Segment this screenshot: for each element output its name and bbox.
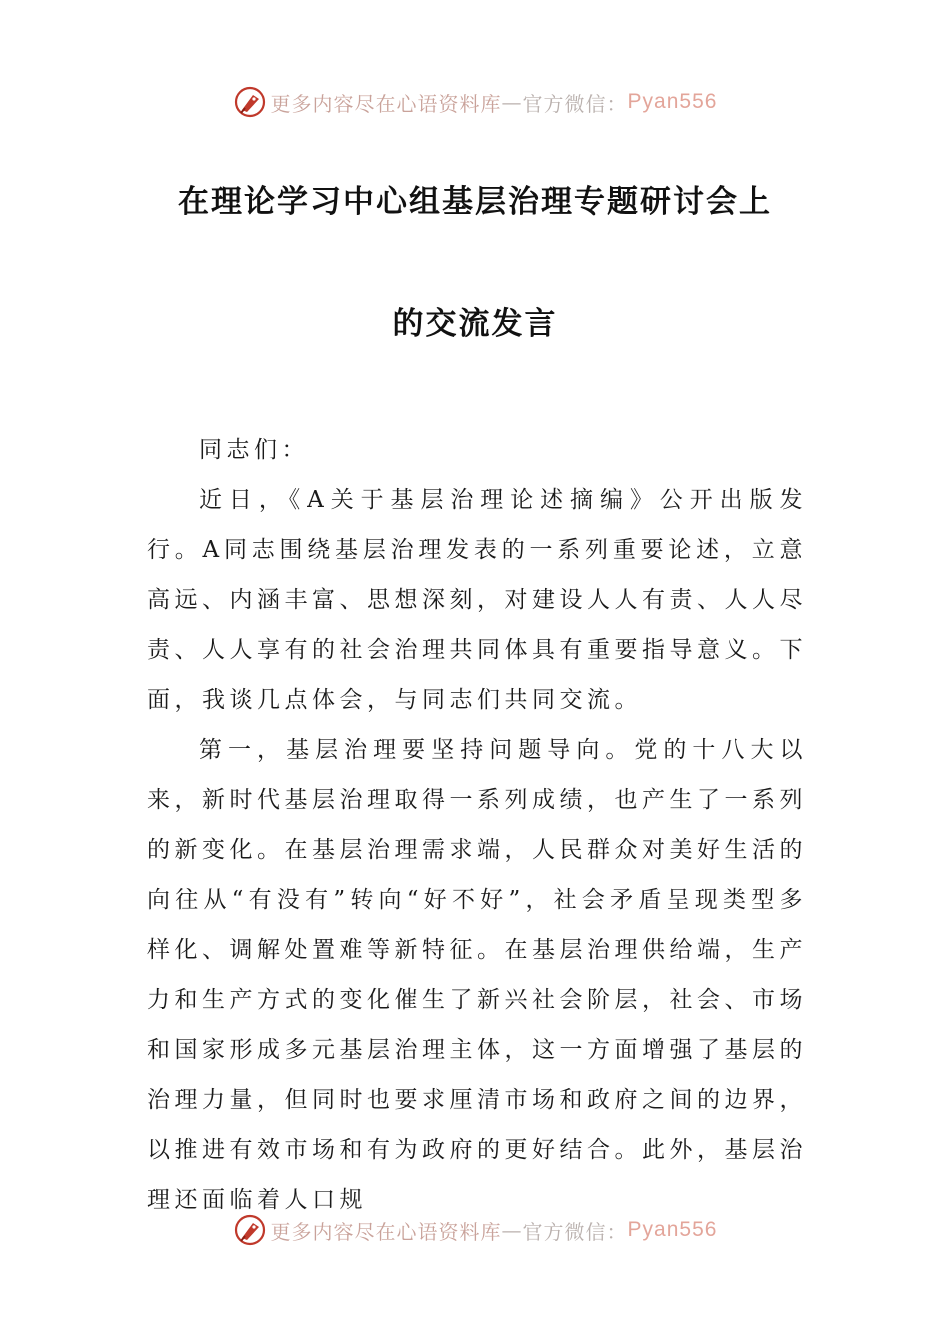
watermark-wechat-id: Pyan556	[627, 1218, 718, 1241]
watermark-dash: —	[501, 1218, 523, 1242]
watermark-wechat-label: 官方微信：	[522, 91, 628, 116]
salutation-paragraph: 同志们：	[199, 437, 309, 463]
document-title-line-2: 的交流发言	[392, 306, 558, 342]
pen-nib-circle-icon	[233, 1213, 267, 1247]
document-body	[147, 425, 807, 1225]
body-paragraph: 第一，基层治理要坚持问题导向。党的十八大以来，新时代基层治理取得一系列成绩，也产生了一系列的新变化。在基层治理需求端，人民群众对美好生活的向往从“有没有”转向“好不好”，社会矛盾呈现类型多样化、调解处置难等新特征。在基层治理供给端，生产力和生产方式的变化催生了新兴社会阶层，社会、市场和国家形成多元基层治理主体，这一方面增强了基层的治理力量，但同时也要求厘清市场和政府之间的边界，以推进有效市场和有为政府的更好结合。此外，基层治理还面临着人口规	[147, 737, 807, 1213]
body-paragraph: 近日，《A关于基层治理论述摘编》公开出版发行。A同志围绕基层治理发表的一系列重要论述，立意高远、内涵丰富、思想深刻，对建设人人有责、人人尽责、人人享有的社会治理共同体具有重要指导意义。下面，我谈几点体会，与同志们共同交流。	[147, 487, 807, 713]
watermark-text: 更多内容尽在心语资料库	[270, 1219, 502, 1244]
watermark-text: 更多内容尽在心语资料库	[270, 91, 502, 116]
watermark-dash: —	[501, 90, 523, 114]
watermark-banner-bottom	[0, 1210, 950, 1250]
watermark-wechat-label: 官方微信：	[522, 1219, 628, 1244]
watermark-wechat-id: Pyan556	[627, 90, 718, 113]
watermark-banner-top	[0, 82, 950, 122]
document-title-line-1: 在理论学习中心组基层治理专题研讨会上	[178, 184, 772, 220]
pen-nib-circle-icon	[233, 85, 267, 119]
